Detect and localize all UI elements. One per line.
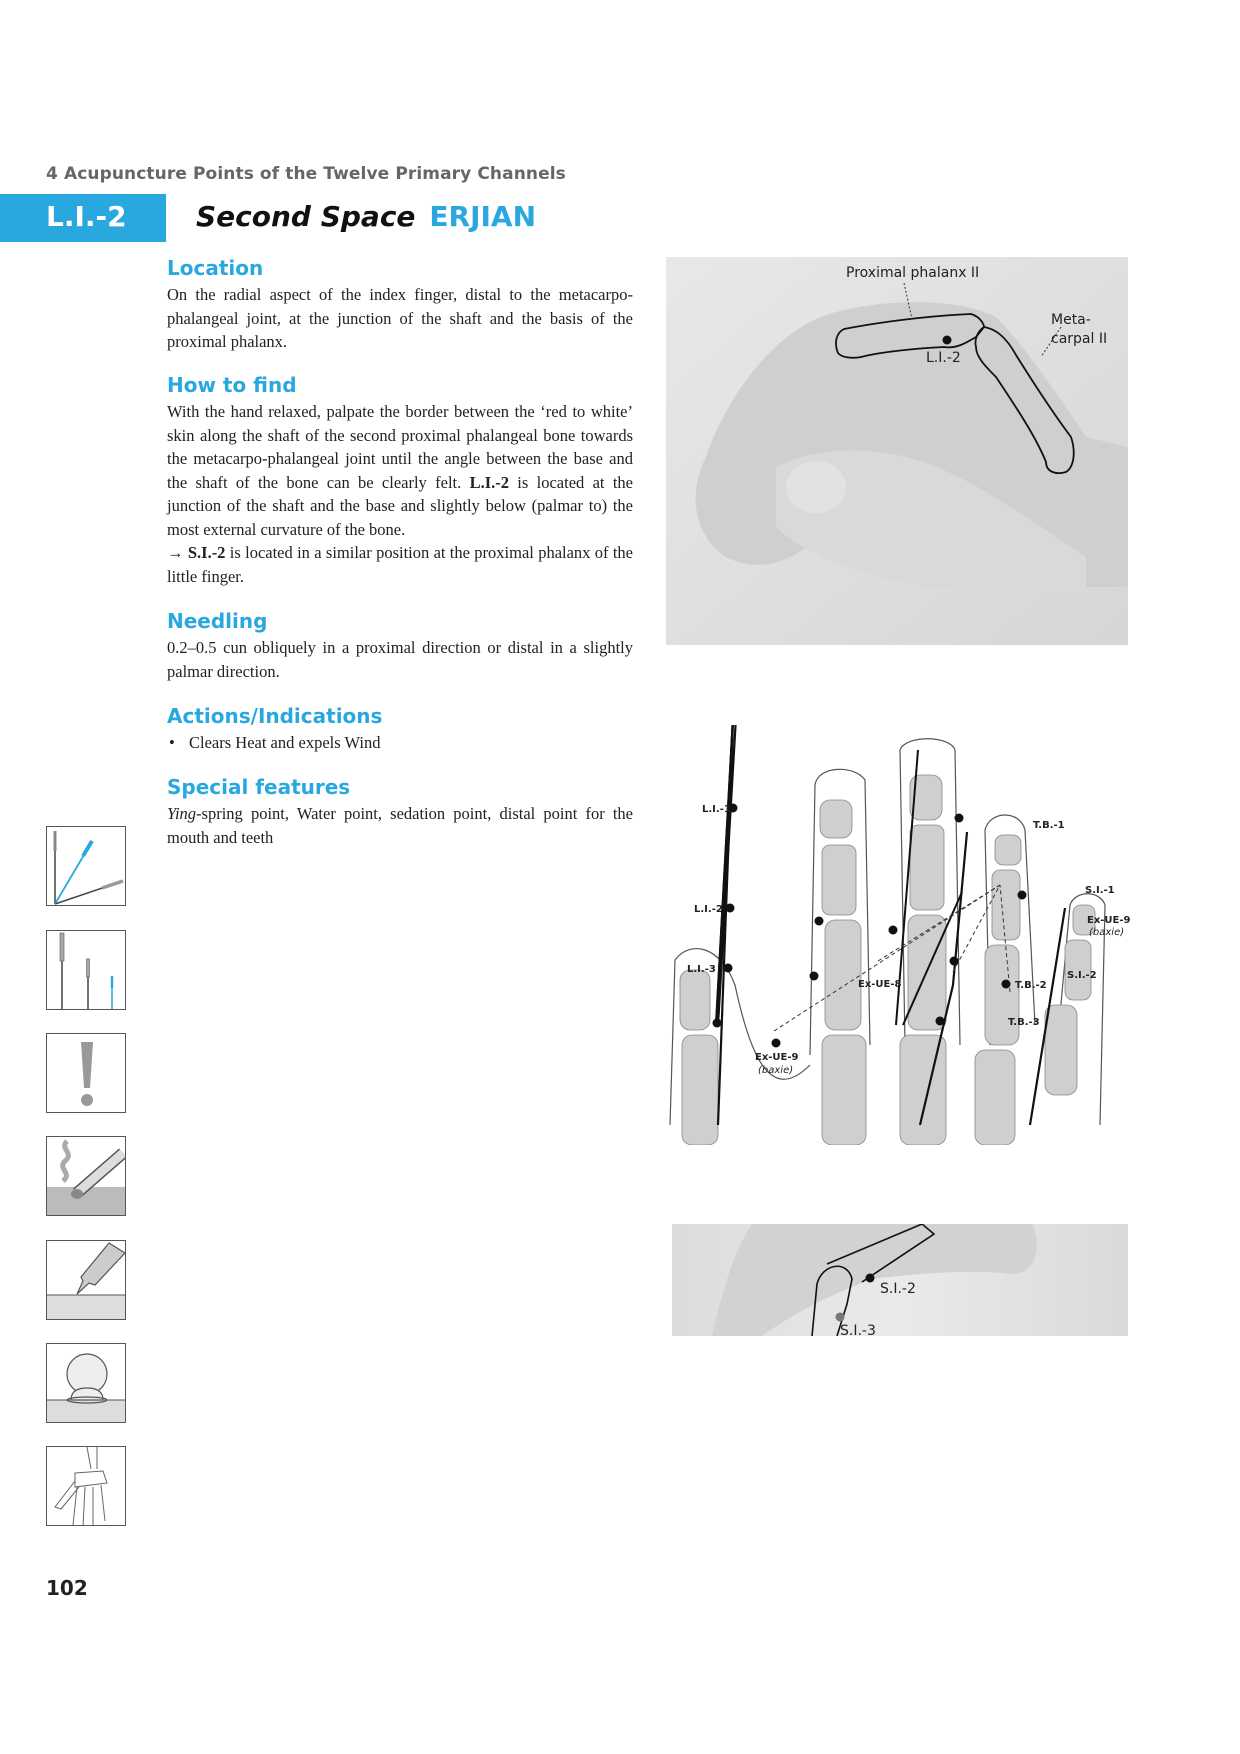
point-marker xyxy=(815,917,824,926)
point-marker xyxy=(889,926,898,935)
list-item: • Clears Heat and expels Wind xyxy=(167,731,633,755)
figure-label: carpal II xyxy=(1051,331,1108,347)
cupping-icon xyxy=(46,1343,126,1423)
section-special-features xyxy=(167,775,633,849)
actions-list xyxy=(167,731,633,755)
needle-angle-icon xyxy=(46,826,126,906)
point-marker xyxy=(713,1019,722,1028)
section-text xyxy=(167,400,633,588)
section-heading: Actions/Indications xyxy=(167,704,383,728)
section-actions xyxy=(167,704,633,755)
chapter-heading: 4 Acupuncture Points of the Twelve Primary Channels xyxy=(46,164,566,184)
section-location xyxy=(167,256,633,354)
skeleton-label: T.B.-1 xyxy=(1033,820,1065,831)
section-text: On the radial aspect of the index finger, distal to the metacarpo-phalangeal joint, at the junction of the shaft and the basis of the proximal phalanx. xyxy=(167,285,633,351)
section-heading: Location xyxy=(167,256,264,280)
hand-photo-dorsal-figure xyxy=(666,257,1128,645)
figure-label: Proximal phalanx II xyxy=(846,265,980,281)
moxibustion-icon xyxy=(46,1136,126,1216)
skeleton-label: Ex-UE-9 xyxy=(755,1052,799,1063)
skeleton-label: L.I.-2 xyxy=(694,904,723,915)
skeleton-label: T.B.-3 xyxy=(1008,1017,1040,1028)
point-marker xyxy=(1018,891,1027,900)
point-code: L.I.-2 xyxy=(46,200,127,233)
skeleton-label: Ex-UE-9 xyxy=(1087,915,1130,926)
skeleton-label: L.I.-3 xyxy=(687,964,716,975)
point-marker xyxy=(936,1017,945,1026)
text-run: -spring point, Water point, sedation point, distal point for the mouth and teeth xyxy=(167,804,633,847)
page-number: 102 xyxy=(46,1576,88,1600)
skeleton-label: S.I.-1 xyxy=(1085,885,1115,896)
point-marker xyxy=(772,1039,781,1048)
point-title-pinyin: ERJIAN xyxy=(429,200,537,233)
skeleton-label: S.I.-2 xyxy=(1067,970,1097,981)
section-heading: How to find xyxy=(167,373,297,397)
skeleton-label: L.I.-1 xyxy=(702,804,731,815)
skeleton-label: (baxie) xyxy=(758,1065,794,1076)
point-marker xyxy=(866,1274,875,1283)
point-marker xyxy=(950,957,959,966)
section-how-to-find xyxy=(167,373,633,588)
arrow-icon: → xyxy=(167,543,188,562)
figure-label: S.I.-2 xyxy=(880,1281,916,1297)
section-heading: Needling xyxy=(167,609,268,633)
figure-label: Meta- xyxy=(1051,312,1091,328)
hand-photo-ulnar-figure xyxy=(672,1224,1128,1336)
section-text: 0.2–0.5 cun obliquely in a proximal direction or distal in a slightly palmar direction. xyxy=(167,638,633,681)
section-text xyxy=(167,802,633,849)
text-run: is located at the junction of the shaft and the base and slightly below (palmar to) the most external curvature of the bone. xyxy=(167,472,633,539)
figure-label: L.I.-2 xyxy=(926,350,961,366)
point-marker xyxy=(726,904,735,913)
needle-depth-icon xyxy=(46,930,126,1010)
figure-label: S.I.-3 xyxy=(840,1323,876,1336)
text-run: is located in a similar position at the proximal phalanx of the little finger. xyxy=(167,543,634,586)
point-reference: S.I.-2 xyxy=(187,543,226,562)
caution-icon xyxy=(46,1033,126,1113)
bloodletting-icon xyxy=(46,1240,126,1320)
point-title xyxy=(196,200,536,233)
skeleton-points xyxy=(660,725,1130,1145)
skeleton-label: (baxie) xyxy=(1089,927,1125,938)
skeleton-label: Ex-UE-8 xyxy=(858,979,902,990)
point-marker xyxy=(1002,980,1011,989)
section-heading: Special features xyxy=(167,775,351,799)
text-run: Ying xyxy=(167,804,197,823)
point-marker xyxy=(955,814,964,823)
point-reference: L.I.-2 xyxy=(469,472,509,492)
point-marker xyxy=(836,1313,845,1322)
point-title-english: Second Space xyxy=(196,200,416,233)
point-marker xyxy=(810,972,819,981)
text-run: With the hand relaxed, palpate the border between the ‘red to white’ skin along the shaft of the second proximal phalangeal bone towards the metacarpo-phalangeal joint until the angle between the base and the shaft of the bone can be clearly felt. xyxy=(167,402,633,492)
point-marker xyxy=(724,964,733,973)
hand-skeleton-icon xyxy=(46,1446,126,1526)
point-marker xyxy=(943,336,952,345)
skeleton-label: T.B.-2 xyxy=(1015,980,1047,991)
section-needling xyxy=(167,609,633,683)
